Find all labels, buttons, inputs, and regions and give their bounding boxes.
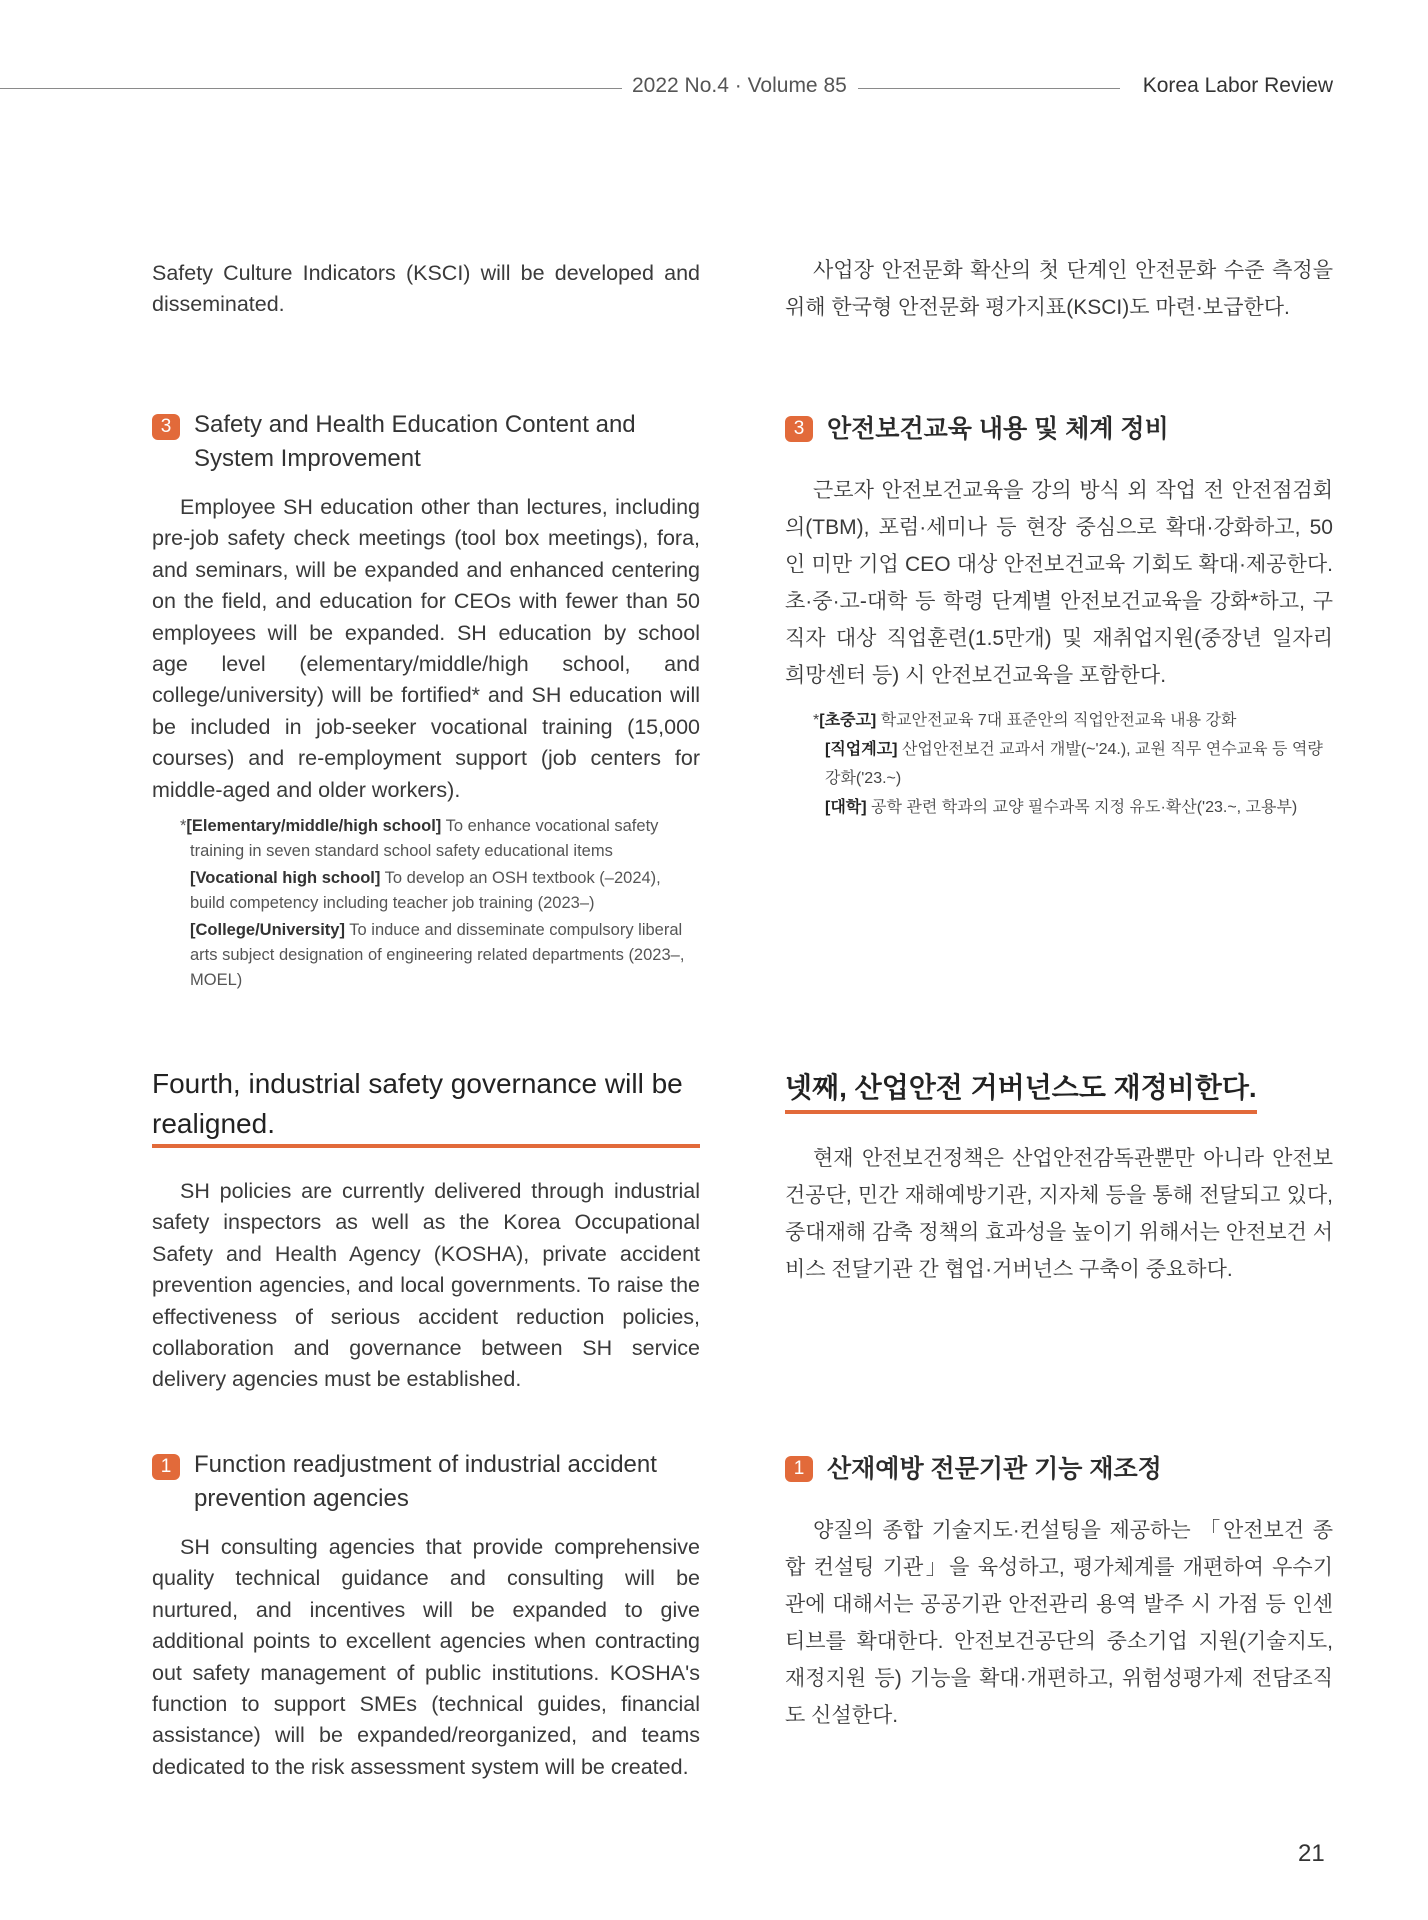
section1-heading-en <box>152 1448 700 1516</box>
footnote-label: [대학] <box>825 799 867 816</box>
section-number-badge: 3 <box>152 414 180 440</box>
running-header <box>0 74 1428 104</box>
footnote-text: 산업안전보건 교과서 개발(~'24.), 교원 직무 연수교육 등 역량 강화('23.~) <box>825 741 1323 787</box>
footnote-ko-1 <box>813 706 1333 735</box>
footnote-text: 공학 관련 학과의 교양 필수과목 지정 유도·확산('23.~, 고용부) <box>871 799 1298 816</box>
fourth-heading-en: Fourth, industrial safety governance will be realigned. <box>152 1064 700 1148</box>
page-number: 21 <box>1298 1840 1325 1867</box>
footnote-text: To enhance vocational safety training in seven standard school safety educational items <box>190 817 659 861</box>
section3-heading-ko <box>785 412 1333 446</box>
footnote-ko-3 <box>813 793 1333 822</box>
section3-title-ko: 안전보건교육 내용 및 체계 정비 <box>827 415 1169 443</box>
section1-title-en: Function readjustment of industrial accident prevention agencies <box>194 1451 657 1512</box>
fourth-heading-ko: 넷째, 산업안전 거버넌스도 재정비한다. <box>785 1068 1257 1114</box>
footnotes-en <box>152 814 700 993</box>
section3-body-ko: 근로자 안전보건교육을 강의 방식 외 작업 전 안전점검회의(TBM), 포럼·세미나 등 현장 중심으로 확대·강화하고, 50인 미만 기업 CEO 대상 안전보건교육 기회도 확대·제공한다. 초·중·고-대학 등 학령 단계별 안전보건교육을 강화*하고, 구직자 대상 직업훈련(1.5만개) 및 재취업지원(중장년 일자리 희망센터 등) 시 안전보건교육을 포함한다. <box>785 479 1333 687</box>
footnote-text: 학교안전교육 7대 표준안의 직업안전교육 내용 강화 <box>880 712 1237 729</box>
section-number-badge: 3 <box>785 416 813 442</box>
footnote-label: [Vocational high school] <box>190 869 381 888</box>
footnote-en-1 <box>152 814 700 864</box>
footnote-marker: * <box>180 817 187 836</box>
footnote-en-2 <box>152 866 700 916</box>
footnote-label: [College/University] <box>190 921 345 940</box>
footnote-en-3 <box>152 918 700 993</box>
footnote-ko-2 <box>813 735 1333 793</box>
section-number-badge: 1 <box>152 1454 180 1480</box>
section1-en <box>152 1448 700 1783</box>
section3-en <box>152 408 700 993</box>
issue-label: 2022 No.4 · Volume 85 <box>632 74 847 97</box>
fourth-body-ko: 현재 안전보건정책은 산업안전감독관뿐만 아니라 안전보건공단, 민간 재해예방기관, 지자체 등을 통해 전달되고 있다, 중대재해 감축 정책의 효과성을 높이기 위해서는 안전보건 서비스 전달기관 간 협업·거버넌스 구축이 중요하다. <box>785 1147 1333 1281</box>
intro-ko <box>785 252 1333 326</box>
section3-title-en: Safety and Health Education Content and System Improvement <box>194 411 636 472</box>
footnote-label: [Elementary/middle/high school] <box>186 817 442 836</box>
header-rule-left <box>0 88 622 89</box>
header-rule-right <box>858 88 1120 89</box>
footnote-marker: * <box>813 712 820 729</box>
fourth-en <box>152 1064 700 1396</box>
intro-en <box>152 258 700 321</box>
footnotes-ko <box>785 706 1333 822</box>
intro-ko-text: 사업장 안전문화 확산의 첫 단계인 안전문화 수준 측정을 위해 한국형 안전문화 평가지표(KSCI)도 마련·보급한다. <box>785 259 1333 319</box>
section1-heading-ko <box>785 1452 1333 1486</box>
footnote-label: [직업계고] <box>825 741 898 758</box>
fourth-ko <box>785 1068 1333 1288</box>
section1-body-ko: 양질의 종합 기술지도·컨설팅을 제공하는 「안전보건 종합 컨설팅 기관」을 육성하고, 평가체계를 개편하여 우수기관에 대해서는 공공기관 안전관리 용역 발주 시 가점 등 인센티브를 확대한다. 안전보건공단의 중소기업 지원(기술지도, 재정지원 등) 기능을 확대·개편하고, 위험성평가제 전담조직도 신설한다. <box>785 1519 1333 1727</box>
section3-ko <box>785 412 1333 822</box>
fourth-body-en: SH policies are currently delivered through industrial safety inspectors as well as the Korea Occupational Safety and Health Agency (KOSHA), private accident prevention agencies, and local governments. To raise the effectiveness of serious accident reduction policies, collaboration and governance between SH service delivery agencies must be established. <box>152 1179 700 1392</box>
section1-body-en: SH consulting agencies that provide comprehensive quality technical guidance and consulting will be nurtured, and incentives will be expanded to give additional points to excellent agencies when contracting out safety management of public institutions. KOSHA's function to support SMEs (technical guides, financial assistance) will be expanded/reorganized, and teams dedicated to the risk assessment system will be created. <box>152 1535 700 1779</box>
journal-title: Korea Labor Review <box>1142 74 1333 97</box>
section3-body-en: Employee SH education other than lectures, including pre-job safety check meetings (tool box meetings), fora, and seminars, will be expanded and enhanced centering on the field, and education for CEOs with fewer than 50 employees will be expanded. SH education by school age level (elementary/middle/high school, and college/university) will be fortified* and SH education will be included in job-seeker vocational training (15,000 courses) and re-employment support (job centers for middle-aged and older workers). <box>152 495 700 802</box>
section1-ko <box>785 1452 1333 1734</box>
footnote-text: To induce and disseminate compulsory liberal arts subject designation of engineering related departments (2023–, MOEL) <box>190 921 685 990</box>
footnote-text: To develop an OSH textbook (–2024), build competency including teacher job training (2023–) <box>190 869 661 913</box>
footnote-label: [초중고] <box>819 712 877 729</box>
intro-en-text: Safety Culture Indicators (KSCI) will be developed and disseminated. <box>152 261 700 317</box>
section-number-badge: 1 <box>785 1456 813 1482</box>
section1-title-ko: 산재예방 전문기관 기능 재조정 <box>827 1455 1162 1483</box>
section3-heading-en <box>152 408 700 476</box>
